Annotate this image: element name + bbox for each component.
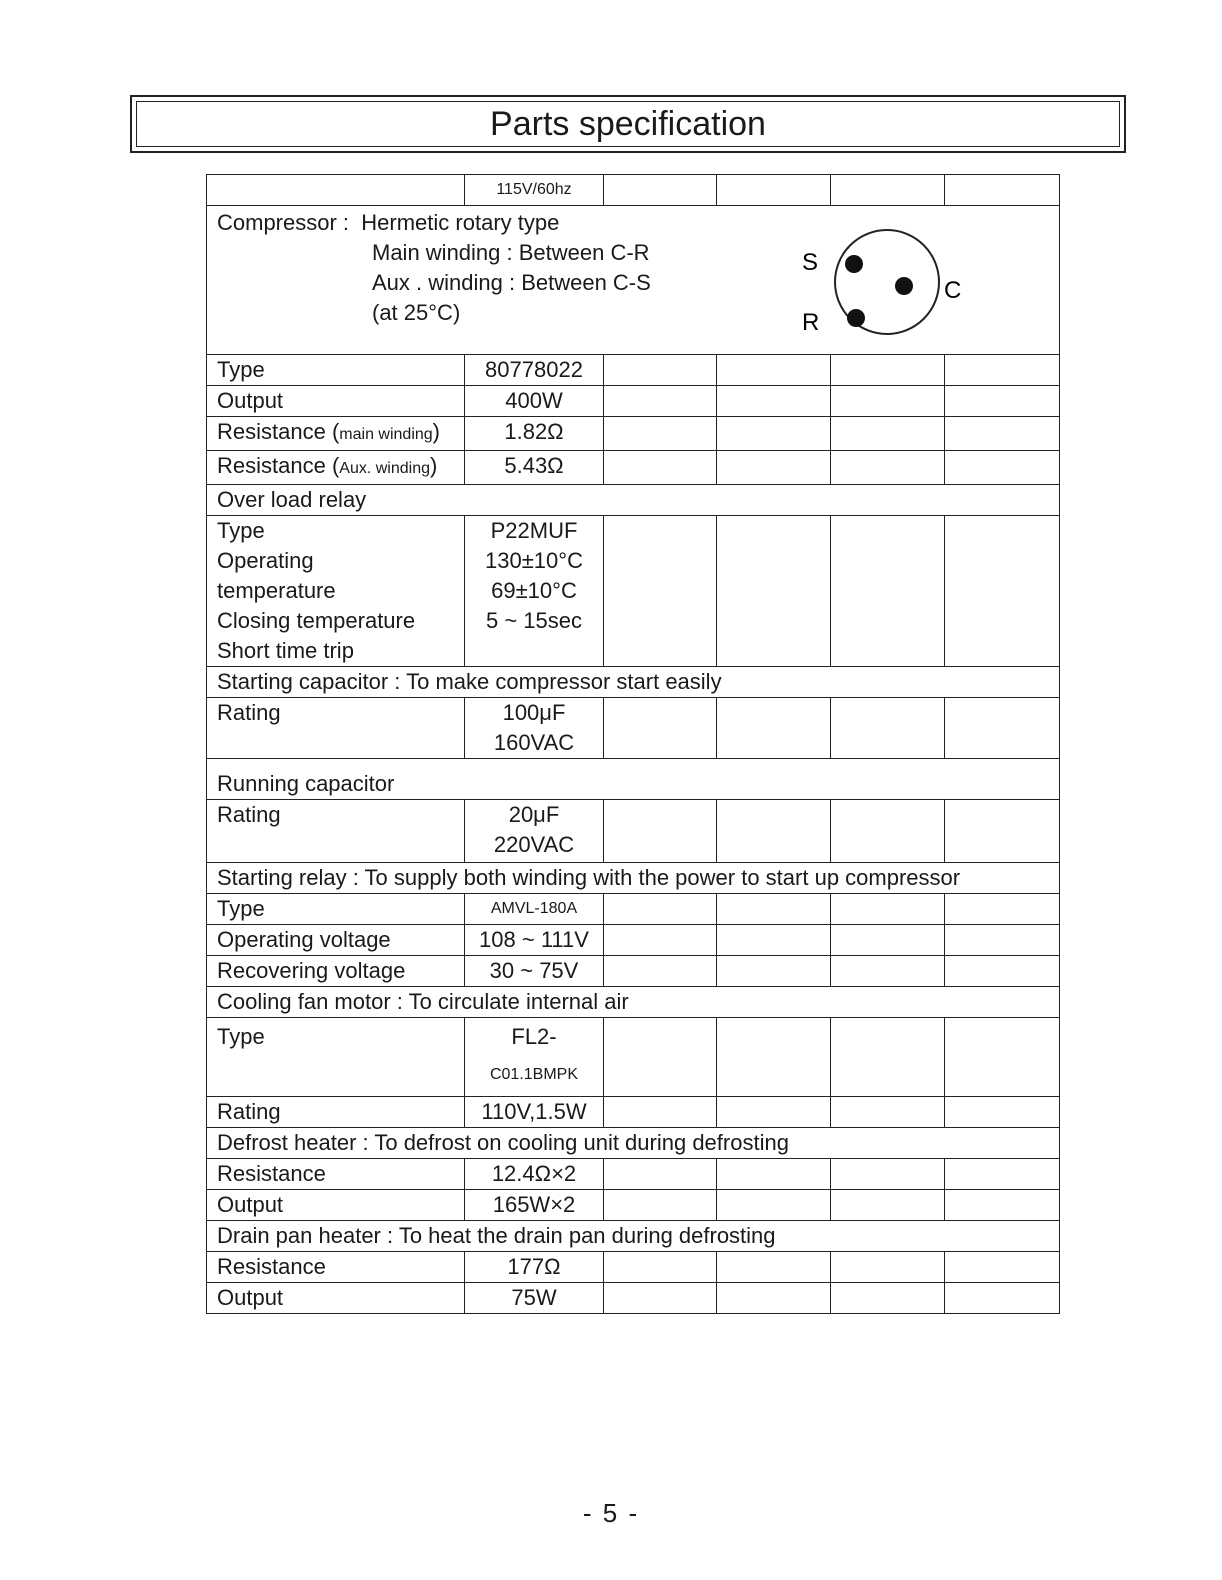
section-header-row	[207, 987, 1060, 1018]
table-row: Resistance (main winding) 1.82Ω	[207, 417, 1060, 451]
table-row: Resistance 12.4Ω×2	[207, 1159, 1060, 1190]
table-row: Output 165W×2	[207, 1190, 1060, 1221]
page-title: Parts specification	[136, 101, 1120, 147]
table-row: Operating voltage 108 ~ 111V	[207, 925, 1060, 956]
terminal-s-label: S	[802, 249, 819, 276]
table-row: Resistance (Aux. winding) 5.43Ω	[207, 451, 1060, 485]
terminal-r-dot	[847, 309, 865, 327]
terminal-r-label: R	[802, 309, 820, 336]
table-row: Rating 110V,1.5W	[207, 1097, 1060, 1128]
title-box	[130, 95, 1126, 153]
starting-capacitor-header: Starting capacitor : To make compressor start easily	[207, 667, 1060, 698]
table-row: Output 75W	[207, 1283, 1060, 1314]
starting-relay-header: Starting relay : To supply both winding with the power to start up compressor	[207, 863, 1060, 894]
terminal-s-dot	[845, 255, 863, 273]
table-row: Type 80778022	[207, 355, 1060, 386]
fan-motor-header: Cooling fan motor : To circulate internal air	[207, 987, 1060, 1018]
table-row: Resistance 177Ω	[207, 1252, 1060, 1283]
table-row: Output 400W	[207, 386, 1060, 417]
drain-heater-header: Drain pan heater : To heat the drain pan during defrosting	[207, 1221, 1060, 1252]
table-row: Rating 20μF 220VAC	[207, 800, 1060, 863]
defrost-heater-header: Defrost heater : To defrost on cooling unit during defrosting	[207, 1128, 1060, 1159]
terminal-c-label: C	[944, 277, 962, 304]
compressor-description: Compressor : Hermetic rotary type Main winding : Between C-R Aux . winding : Between C-S (at 25°C)	[217, 210, 651, 325]
table-row: Rating 100μF 160VAC	[207, 698, 1060, 759]
section-header-row	[207, 1221, 1060, 1252]
table-row: Type AMVL-180A	[207, 894, 1060, 925]
section-header-row	[207, 863, 1060, 894]
terminal-c-dot	[895, 277, 913, 295]
compressor-label: Compressor :	[217, 210, 350, 235]
table-row: Type Operating temperature Closing temperature Short time trip P22MUF 130±10°C 69±10°C 5 ~ 15sec	[207, 516, 1060, 667]
section-header-row	[207, 759, 1060, 800]
overload-header: Over load relay	[207, 485, 1060, 516]
section-header-row	[207, 485, 1060, 516]
running-capacitor-header: Running capacitor	[207, 759, 1060, 800]
section-header-row	[207, 667, 1060, 698]
spec-table	[206, 174, 1060, 1314]
table-row: Recovering voltage 30 ~ 75V	[207, 956, 1060, 987]
compressor-section	[207, 206, 1060, 355]
table-header-row	[207, 175, 1060, 206]
voltage-header: 115V/60hz	[465, 175, 604, 206]
compressor-terminal-diagram	[792, 216, 982, 346]
page-number: - 5 -	[582, 1498, 640, 1528]
table-row: Type FL2- C01.1BMPK	[207, 1018, 1060, 1097]
section-header-row	[207, 1128, 1060, 1159]
